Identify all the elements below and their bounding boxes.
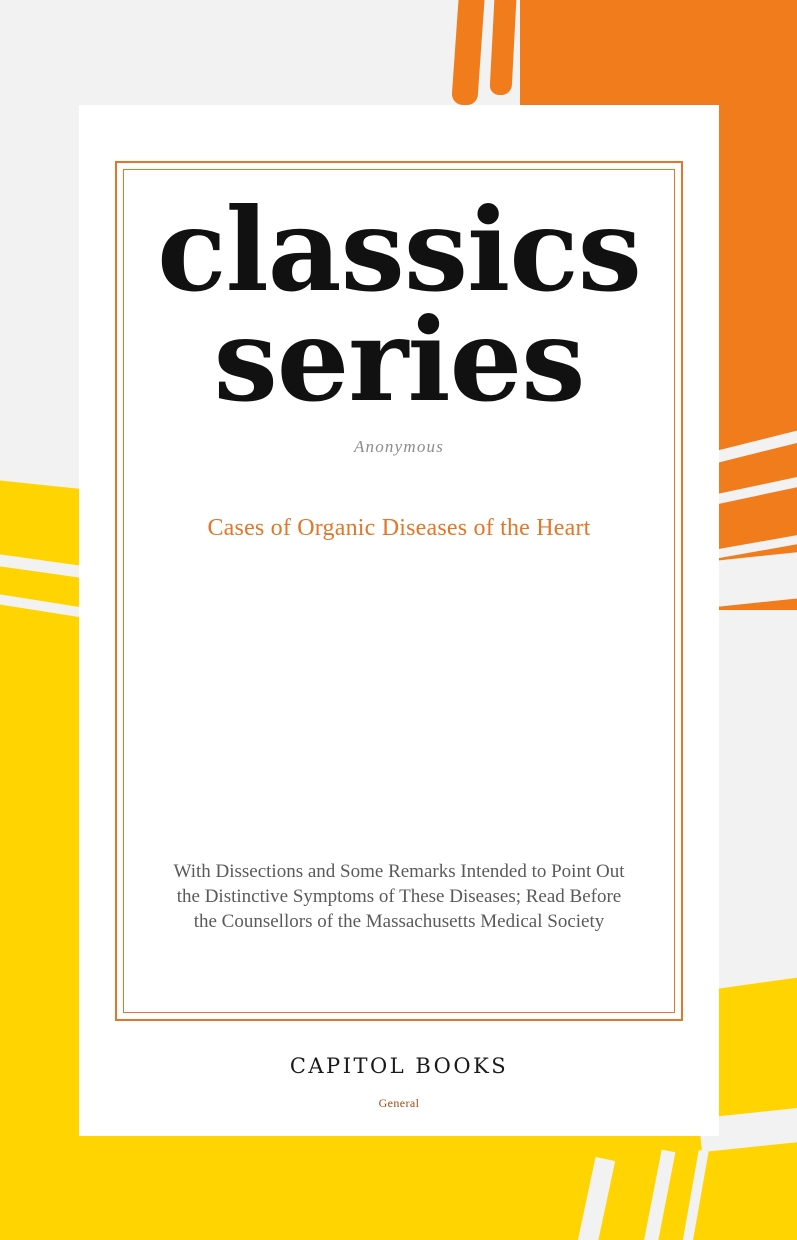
- book-subtitle: With Dissections and Some Remarks Intended to Point Out the Distinctive Symptoms of These Diseases; Read Before the Counsellors of the Massachusetts Medical Society: [173, 860, 625, 932]
- series-title-line-2: series: [213, 293, 585, 428]
- publisher-name: CAPITOL BOOKS: [289, 1054, 509, 1078]
- series-title-line-1: classics: [157, 183, 641, 317]
- yellow-brush-bottom: [0, 1135, 797, 1240]
- book-cover: [79, 105, 719, 1136]
- orange-brush-stripe-left: [451, 0, 485, 105]
- series-title: [124, 183, 674, 428]
- book-title: Cases of Organic Diseases of the Heart: [207, 514, 591, 541]
- imprint-label: General: [378, 1096, 420, 1110]
- cover-border-outer: [115, 161, 683, 1021]
- orange-brush-stripe-right: [489, 0, 516, 95]
- cover-border-inner: [123, 169, 675, 1013]
- author-name: Anonymous: [353, 436, 445, 456]
